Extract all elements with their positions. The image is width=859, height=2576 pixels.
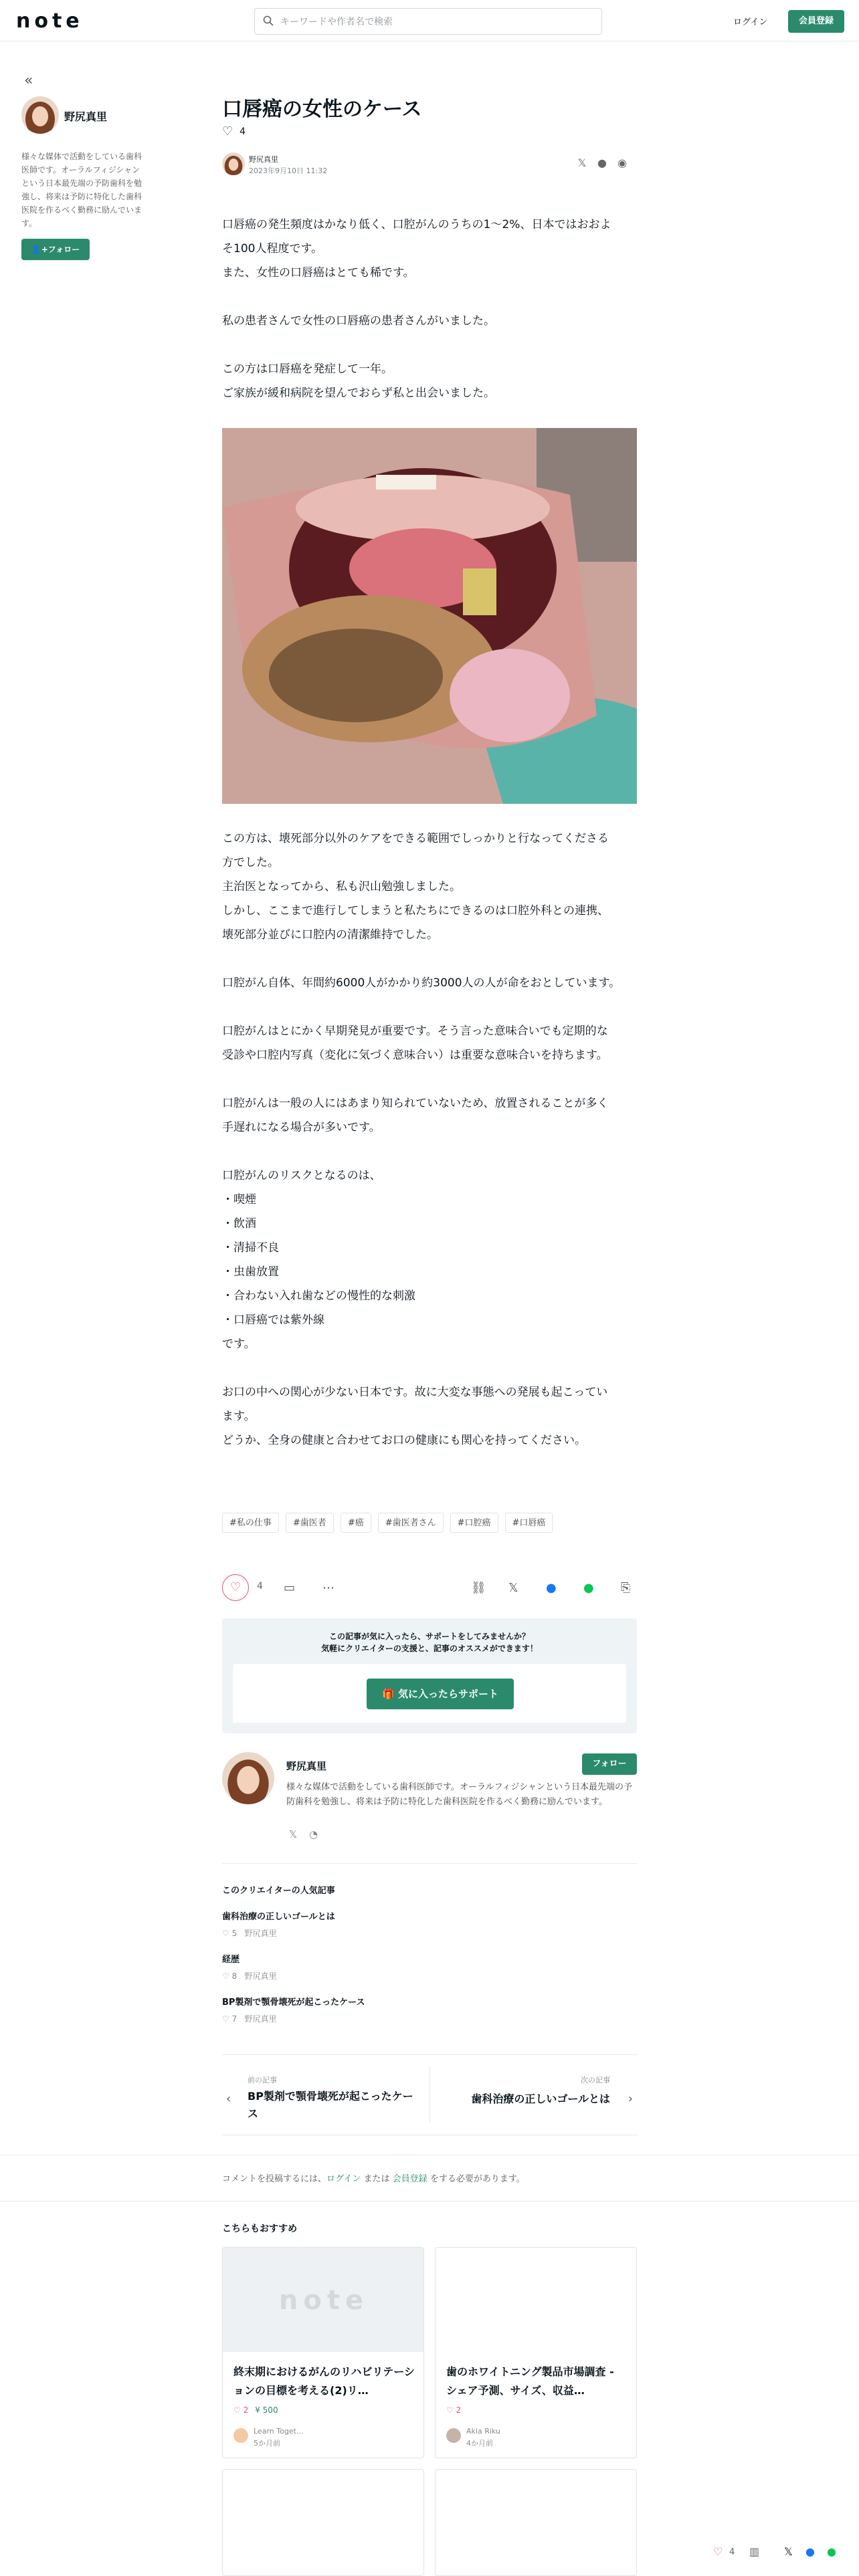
paragraph: 私の患者さんで女性の口唇癌の患者さんがいました。 xyxy=(222,314,495,328)
back-chevron-icon[interactable]: « xyxy=(24,72,33,89)
popular-author: 野尻真里 xyxy=(244,2014,277,2024)
heart-icon: ♡ xyxy=(222,124,233,138)
card-title: 終末期におけるがんのリハビリテーションの目標を考える(2)リ… xyxy=(233,2365,415,2397)
gift-icon: 🎁 xyxy=(382,1688,398,1700)
facebook-icon[interactable]: ● xyxy=(805,2545,815,2558)
link-icon[interactable]: ⛓ xyxy=(471,1581,486,1595)
popular-heading: このクリエイターの人気記事 xyxy=(222,1886,335,1896)
publish-date: 2023年9月10日 11:32 xyxy=(249,167,328,175)
avatar xyxy=(233,2428,248,2443)
tag[interactable]: #口腔癌 xyxy=(450,1513,498,1533)
prev-label: 前の記事 xyxy=(248,2076,277,2084)
paragraph: この方は口唇癌を発症して一年。 ご家族が緩和病院を望んでおらず私と出会いました。 xyxy=(222,362,495,400)
line-icon[interactable]: ● xyxy=(583,1581,594,1595)
article-body-main xyxy=(222,827,637,1453)
follow-button[interactable] xyxy=(21,239,90,260)
paragraph: 口腔がんはとにかく早期発見が重要です。そう言った意味合いでも定期的な 受診や口腔内写真（変化に気づく意味合い）は重要な意味合いを持ちます。 xyxy=(222,1025,608,1062)
popular-title[interactable]: BP製剤で顎骨壊死が起こったケース xyxy=(222,1998,365,2008)
popular-title[interactable]: 歯科治療の正しいゴールとは xyxy=(222,1912,335,1922)
card-price: 500 xyxy=(262,2405,278,2415)
heart-icon: ♡ xyxy=(222,1929,232,1938)
heart-icon: ♡ xyxy=(233,2405,244,2415)
like-count: 4 xyxy=(257,1581,263,1592)
next-label: 次の記事 xyxy=(581,2076,610,2084)
like-count: 4 xyxy=(240,126,246,137)
card-ago: 5か月前 xyxy=(254,2439,280,2448)
support-button[interactable] xyxy=(367,1679,514,1709)
comment-or: または xyxy=(363,2174,390,2184)
card-user: Akia Riku xyxy=(466,2427,500,2436)
line-icon[interactable]: ◉ xyxy=(617,156,627,169)
prev-title: BP製剤で顎骨壊死が起こったケース xyxy=(248,2090,413,2120)
note-logo[interactable]: note xyxy=(16,9,84,33)
login-link[interactable]: ログイン xyxy=(733,17,768,27)
heart-icon[interactable]: ♡ xyxy=(713,2545,723,2558)
tag-list xyxy=(222,1513,559,1533)
floating-action-bar xyxy=(709,2544,856,2564)
comment-prompt xyxy=(0,2155,859,2202)
recommended-section xyxy=(222,2222,637,2235)
support-inner xyxy=(233,1664,626,1723)
list-item[interactable] xyxy=(222,1909,637,1952)
popular-likes: 7 xyxy=(231,2014,237,2024)
yen-icon: ¥ xyxy=(255,2405,263,2415)
next-title: 歯科治療の正しいゴールとは xyxy=(471,2092,610,2105)
reco-card[interactable] xyxy=(435,2247,637,2458)
prev-article-link[interactable] xyxy=(248,2074,421,2123)
top-like[interactable] xyxy=(222,124,246,138)
chevron-left-icon[interactable]: ‹ xyxy=(226,2092,231,2106)
tag[interactable]: #歯医者 xyxy=(286,1513,334,1533)
x-icon[interactable]: 𝕏 xyxy=(508,1581,518,1595)
share-icons-top xyxy=(569,156,636,170)
paragraph: この方は、壊死部分以外のケアをできる範囲でしっかりと行なってくださる 方でした。 主治医となってから、私も沢山勉強しました。 しかし、ここまで進行してしまうと私たちにできるのは口腔外科との連携、 壊死部分並びに口腔内の清潔維持でした。 xyxy=(222,832,609,942)
rss-icon[interactable]: ◔ xyxy=(309,1828,318,1840)
creator-bio: 様々な媒体で活動をしている歯科医師です。オーラルフィジシャンという日本最先端の予防歯科を勉強し、将来は予防に特化した歯科医院を作るべく勤務に励んでいます。 xyxy=(286,1782,632,1807)
paragraph: お口の中への関心が少ない日本です。故に大変な事態への発展も起こってい ます。 どうか、全身の健康と合わせてお口の健康にも関心を持ってください。 xyxy=(222,1386,608,1447)
comment-icon[interactable]: ▭ xyxy=(284,1581,296,1595)
like-count: 4 xyxy=(729,2547,735,2557)
tag[interactable]: #歯医者さん xyxy=(378,1513,444,1533)
popular-author: 野尻真里 xyxy=(244,1929,277,1938)
tag[interactable]: #私の仕事 xyxy=(222,1513,279,1533)
signup-button[interactable]: 会員登録 xyxy=(788,10,844,33)
heart-icon: ♡ xyxy=(222,2014,232,2024)
x-icon[interactable]: 𝕏 xyxy=(289,1828,298,1840)
tag[interactable]: #口唇癌 xyxy=(505,1513,553,1533)
comment-login-link[interactable]: ログイン xyxy=(326,2174,361,2184)
card-thumbnail xyxy=(223,2248,424,2352)
support-line2: 気軽にクリエイターの支援と、記事のオススメができます！ xyxy=(321,1644,538,1653)
support-button-label: 気に入ったらサポート xyxy=(397,1688,498,1700)
avatar xyxy=(446,2428,461,2443)
reco-card[interactable] xyxy=(222,2469,424,2576)
search-input[interactable] xyxy=(280,14,595,30)
thumbnail-logo: note xyxy=(278,2285,369,2316)
search-icon xyxy=(263,15,274,26)
embed-icon[interactable]: ⎘ xyxy=(621,1581,631,1595)
popular-title[interactable]: 経歴 xyxy=(222,1955,240,1965)
article-actions xyxy=(222,1574,637,1601)
follow-label: フォロー xyxy=(47,245,80,254)
profile-name[interactable]: 野尻真里 xyxy=(64,110,108,123)
creator-card xyxy=(222,1752,637,1866)
support-line1: この記事が気に入ったら、サポートをしてみませんか？ xyxy=(328,1632,530,1641)
heart-icon: ♡ xyxy=(222,1971,232,1981)
x-icon[interactable]: 𝕏 xyxy=(784,2545,793,2558)
author-name[interactable]: 野尻真里 xyxy=(249,155,278,164)
card-likes: 2 xyxy=(243,2405,249,2415)
prev-next-nav xyxy=(222,2054,637,2135)
popular-articles xyxy=(222,1883,637,2038)
article-photo xyxy=(222,428,637,804)
paragraph: 口唇癌の発生頻度はかなり低く、口腔がんのうちの1〜2%、日本ではおおよ そ100人程度です。 また、女性の口唇癌はとても稀です。 xyxy=(222,218,611,280)
popular-likes: 8 xyxy=(231,1971,237,1981)
reco-card[interactable] xyxy=(222,2247,424,2458)
facebook-icon[interactable]: ● xyxy=(597,156,607,169)
card-title: 歯のホワイトニング製品市場調査 - シェア予測、サイズ、収益… xyxy=(446,2365,614,2397)
card-likes: 2 xyxy=(456,2405,462,2415)
card-user: Learn Toget… xyxy=(254,2427,304,2436)
creator-avatar[interactable] xyxy=(222,1752,274,1804)
article-title: 口唇癌の女性のケース xyxy=(222,98,422,121)
author-avatar[interactable] xyxy=(222,152,245,175)
line-icon[interactable]: ● xyxy=(827,2545,836,2558)
reco-heading: こちらもおすすめ xyxy=(222,2224,298,2234)
article-body-intro xyxy=(222,213,637,405)
reco-card[interactable] xyxy=(435,2469,637,2576)
paragraph: 口腔がんは一般の人にはあまり知られていないため、放置されることが多く 手遅れになる場合が多いです。 xyxy=(222,1097,609,1134)
comment-signup-link[interactable]: 会員登録 xyxy=(392,2174,427,2184)
creator-follow-button[interactable]: フォロー xyxy=(582,1753,637,1775)
chevron-right-icon[interactable]: › xyxy=(628,2092,633,2106)
divider xyxy=(222,1863,637,1864)
comment-pre: コメントを投稿するには、 xyxy=(222,2174,327,2184)
user-plus-icon: 👤+ xyxy=(31,245,48,254)
facebook-icon[interactable]: ● xyxy=(546,1581,557,1595)
list-item[interactable] xyxy=(222,1952,637,1995)
next-article-link[interactable] xyxy=(471,2074,610,2106)
comment-post: をする必要があります。 xyxy=(430,2174,525,2184)
magazine-icon[interactable]: ▥ xyxy=(749,2545,760,2558)
paragraph: 口腔がんのリスクとなるのは、 ・喫煙 ・飲酒 ・清掃不良 ・虫歯放置 ・合わない入れ歯などの慢性的な刺激 ・口唇癌では紫外線 です。 xyxy=(222,1169,415,1351)
list-item[interactable] xyxy=(222,1995,637,2038)
search-box[interactable] xyxy=(254,8,602,35)
profile-bio: 様々な媒体で活動をしている歯科医師です。オーラルフィジシャンという日本最先端の予防歯科を勉強し、将来は予防に特化した歯科医院を作るべく勤務に励んでいます。 xyxy=(21,152,142,228)
card-ago: 4か月前 xyxy=(466,2439,493,2448)
creator-name[interactable]: 野尻真里 xyxy=(286,1760,327,1772)
paragraph: 口腔がん自体、年間約6000人がかかり約3000人の人が命をおとしています。 xyxy=(222,976,621,990)
tag[interactable]: #癌 xyxy=(341,1513,371,1533)
more-icon[interactable]: ⋯ xyxy=(322,1581,335,1595)
card-thumbnail xyxy=(436,2248,637,2352)
avatar[interactable] xyxy=(21,96,59,134)
top-header xyxy=(0,0,859,41)
popular-likes: 5 xyxy=(231,1929,237,1938)
like-heart-icon[interactable]: ♡ xyxy=(222,1574,249,1601)
support-box xyxy=(222,1618,637,1733)
popular-author: 野尻真里 xyxy=(244,1971,277,1981)
heart-icon: ♡ xyxy=(446,2405,456,2415)
x-icon[interactable]: 𝕏 xyxy=(577,156,587,169)
